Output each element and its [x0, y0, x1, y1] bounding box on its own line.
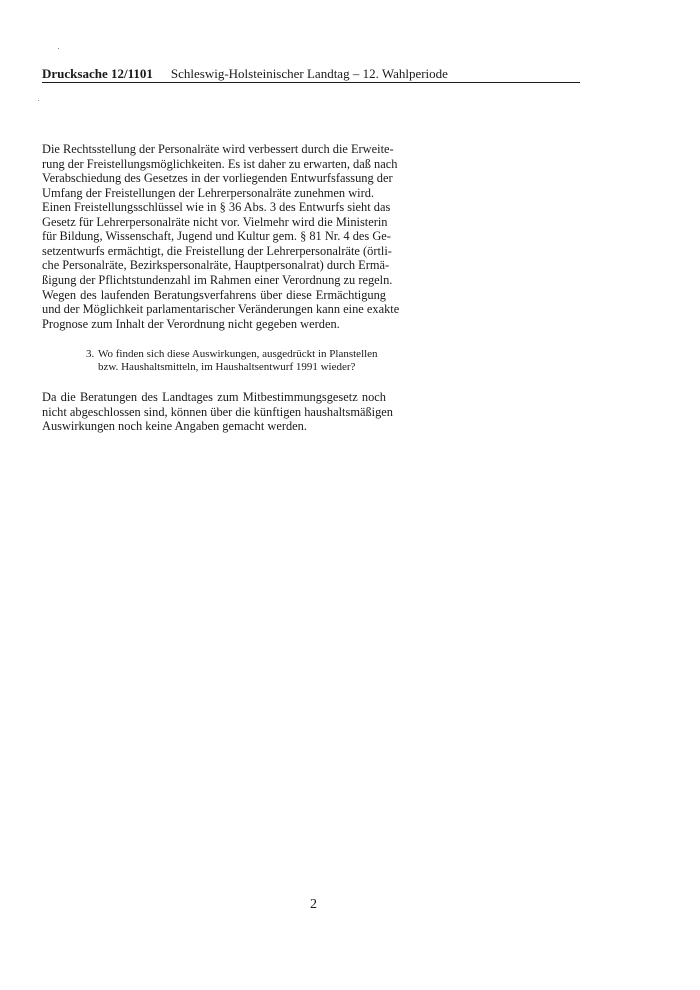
text-line: rung der Freistellungsmöglichkeiten. Es ist daher zu erwarten, daß nach: [42, 156, 398, 171]
text-line: nicht abgeschlossen sind, können über die künftigen haushaltsmäßigen: [42, 404, 393, 419]
question-3: [86, 348, 386, 374]
text-line: ßigung der Pflichtstundenzahl im Rahmen einer Verordnung zu regeln.: [42, 272, 393, 287]
question-text-line: Wo finden sich diese Auswirkungen, ausgedrückt in Planstellen: [98, 348, 378, 360]
text-line: Die Rechtsstellung der Personalräte wird verbessert durch die Erweite-: [42, 142, 394, 156]
text-line: che Personalräte, Bezirkspersonalräte, Hauptpersonalrat) durch Ermä-: [42, 258, 390, 273]
page-header: [42, 66, 578, 82]
scan-speck: [58, 48, 59, 49]
text-line: für Bildung, Wissenschaft, Jugend und Kultur gem. § 81 Nr. 4 des Ge-: [42, 229, 391, 244]
question-text-line: bzw. Haushaltsmitteln, im Haushaltsentwurf 1991 wieder?: [98, 361, 356, 373]
text-line: setzentwurfs ermächtigt, die Freistellung der Lehrerpersonalräte (örtli-: [42, 243, 392, 258]
header-title: Schleswig-Holsteinischer Landtag – 12. Wahlperiode: [170, 66, 448, 81]
question-number: 3.: [86, 348, 95, 360]
text-line: und der Möglichkeit parlamentarischer Veränderungen kann eine exakte: [42, 302, 400, 317]
text-line: Auswirkungen noch keine Angaben gemacht werden.: [42, 419, 307, 434]
header-rule: [42, 82, 580, 83]
answer-paragraph: [42, 390, 393, 434]
paragraph-freistellungsschluessel: [42, 200, 400, 331]
text-line: Gesetz für Lehrerpersonalräte nicht vor. Vielmehr wird die Ministerin: [42, 214, 388, 229]
scan-speck: [38, 100, 39, 101]
text-line: Wegen des laufenden Beratungsverfahrens über diese Ermächtigung: [42, 287, 386, 302]
text-line: Da die Beratungen des Landtages zum Mitbestimmungsgesetz noch: [42, 390, 386, 404]
page-number: 2: [310, 897, 317, 912]
text-line: Prognose zum Inhalt der Verordnung nicht gegeben werden.: [42, 316, 340, 331]
text-line: Umfang der Freistellungen der Lehrerpersonalräte zunehmen wird.: [42, 185, 375, 200]
text-line: Verabschiedung des Gesetzes in der vorliegenden Entwurfsfassung der: [42, 171, 393, 186]
paragraph-rechtsstellung: [42, 142, 398, 200]
document-number: Drucksache 12/1101: [42, 66, 153, 81]
text-line: Einen Freistellungsschlüssel wie in § 36 Abs. 3 des Entwurfs sieht das: [42, 200, 391, 214]
